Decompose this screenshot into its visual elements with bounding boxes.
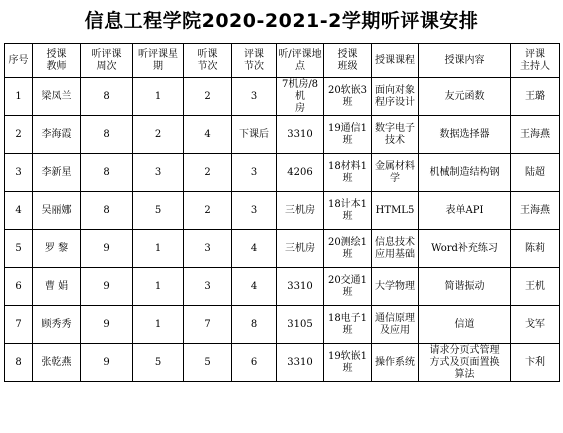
header-weekday: 听评课星 期 (133, 44, 184, 78)
table-row (5, 306, 560, 344)
table-row (5, 344, 560, 382)
table-row (5, 78, 560, 116)
cell-host: 王海燕 (511, 192, 560, 230)
cell-content: 表单API (419, 192, 511, 230)
header-week: 听评课 周次 (81, 44, 133, 78)
cell-class: 20测绘1班 (324, 230, 372, 268)
cell-weekday: 2 (133, 116, 184, 154)
table-body (5, 78, 560, 382)
cell-week: 9 (81, 344, 133, 382)
cell-teacher: 梁凤兰 (33, 78, 81, 116)
cell-review-period: 3 (232, 78, 277, 116)
cell-course: HTML5 (372, 192, 419, 230)
cell-host: 王璐 (511, 78, 560, 116)
cell-teacher: 顾秀秀 (33, 306, 81, 344)
cell-course: 操作系统 (372, 344, 419, 382)
cell-course: 通信原理 及应用 (372, 306, 419, 344)
cell-index: 6 (5, 268, 33, 306)
cell-class: 20软嵌3班 (324, 78, 372, 116)
cell-host: 王机 (511, 268, 560, 306)
cell-content: 机械制造结构钢 (419, 154, 511, 192)
cell-location: 3105 (277, 306, 324, 344)
cell-host: 陈莉 (511, 230, 560, 268)
header-course: 授课课程 (372, 44, 419, 78)
schedule-table (4, 43, 560, 382)
cell-weekday: 3 (133, 154, 184, 192)
cell-review-period: 6 (232, 344, 277, 382)
table-row (5, 230, 560, 268)
cell-host: 陆超 (511, 154, 560, 192)
header-content: 授课内容 (419, 44, 511, 78)
cell-index: 1 (5, 78, 33, 116)
header-class: 授课 班级 (324, 44, 372, 78)
cell-teacher: 张乾燕 (33, 344, 81, 382)
cell-review-period: 3 (232, 192, 277, 230)
table-row (5, 116, 560, 154)
cell-review-period: 8 (232, 306, 277, 344)
cell-course: 数字电子 技术 (372, 116, 419, 154)
cell-class: 20交通1班 (324, 268, 372, 306)
cell-weekday: 5 (133, 192, 184, 230)
cell-class: 18材料1班 (324, 154, 372, 192)
cell-class: 19软嵌1班 (324, 344, 372, 382)
cell-weekday: 5 (133, 344, 184, 382)
table-row (5, 154, 560, 192)
cell-index: 5 (5, 230, 33, 268)
cell-review-period: 4 (232, 268, 277, 306)
header-review-period: 评课 节次 (232, 44, 277, 78)
header-host: 评课 主持人 (511, 44, 560, 78)
cell-class: 19通信1班 (324, 116, 372, 154)
cell-location: 3310 (277, 116, 324, 154)
cell-teacher: 曹 娟 (33, 268, 81, 306)
table-header (5, 44, 560, 78)
cell-week: 8 (81, 78, 133, 116)
cell-course: 面向对象 程序设计 (372, 78, 419, 116)
cell-location: 3310 (277, 268, 324, 306)
cell-teacher: 吴丽娜 (33, 192, 81, 230)
cell-location: 三机房 (277, 192, 324, 230)
cell-listen-period: 3 (184, 230, 232, 268)
cell-content: 信道 (419, 306, 511, 344)
cell-listen-period: 2 (184, 78, 232, 116)
cell-index: 8 (5, 344, 33, 382)
cell-listen-period: 5 (184, 344, 232, 382)
header-listen-period: 听课 节次 (184, 44, 232, 78)
cell-location: 三机房 (277, 230, 324, 268)
cell-content: Word补充练习 (419, 230, 511, 268)
cell-content: 请求分页式管理 方式及页面置换 算法 (419, 344, 511, 382)
cell-course: 金属材料 学 (372, 154, 419, 192)
cell-course: 大学物理 (372, 268, 419, 306)
cell-week: 9 (81, 230, 133, 268)
cell-class: 18电子1班 (324, 306, 372, 344)
cell-teacher: 李海霞 (33, 116, 81, 154)
cell-listen-period: 4 (184, 116, 232, 154)
cell-teacher: 罗 黎 (33, 230, 81, 268)
header-location: 听/评课地 点 (277, 44, 324, 78)
cell-listen-period: 2 (184, 154, 232, 192)
cell-content: 简谐振动 (419, 268, 511, 306)
cell-index: 4 (5, 192, 33, 230)
cell-review-period: 3 (232, 154, 277, 192)
cell-listen-period: 7 (184, 306, 232, 344)
cell-listen-period: 2 (184, 192, 232, 230)
cell-week: 8 (81, 154, 133, 192)
cell-review-period: 下课后 (232, 116, 277, 154)
cell-class: 18计本1班 (324, 192, 372, 230)
cell-content: 数据选择器 (419, 116, 511, 154)
cell-index: 2 (5, 116, 33, 154)
cell-course: 信息技术 应用基础 (372, 230, 419, 268)
cell-week: 9 (81, 306, 133, 344)
cell-teacher: 李新星 (33, 154, 81, 192)
cell-location: 3310 (277, 344, 324, 382)
cell-week: 8 (81, 116, 133, 154)
header-teacher: 授课 教师 (33, 44, 81, 78)
cell-weekday: 1 (133, 78, 184, 116)
cell-index: 7 (5, 306, 33, 344)
cell-host: 王海燕 (511, 116, 560, 154)
cell-content: 友元函数 (419, 78, 511, 116)
cell-review-period: 4 (232, 230, 277, 268)
cell-weekday: 1 (133, 268, 184, 306)
table-row (5, 268, 560, 306)
page-title: 信息工程学院2020-2021-2学期听评课安排 (84, 10, 479, 32)
cell-listen-period: 3 (184, 268, 232, 306)
cell-location: 4206 (277, 154, 324, 192)
cell-week: 9 (81, 268, 133, 306)
cell-location: 7机房/8机 房 (277, 78, 324, 116)
header-row (5, 44, 560, 78)
cell-weekday: 1 (133, 306, 184, 344)
cell-week: 8 (81, 192, 133, 230)
cell-host: 戈军 (511, 306, 560, 344)
table-row (5, 192, 560, 230)
cell-weekday: 1 (133, 230, 184, 268)
cell-index: 3 (5, 154, 33, 192)
cell-host: 卞利 (511, 344, 560, 382)
header-index: 序号 (5, 44, 33, 78)
